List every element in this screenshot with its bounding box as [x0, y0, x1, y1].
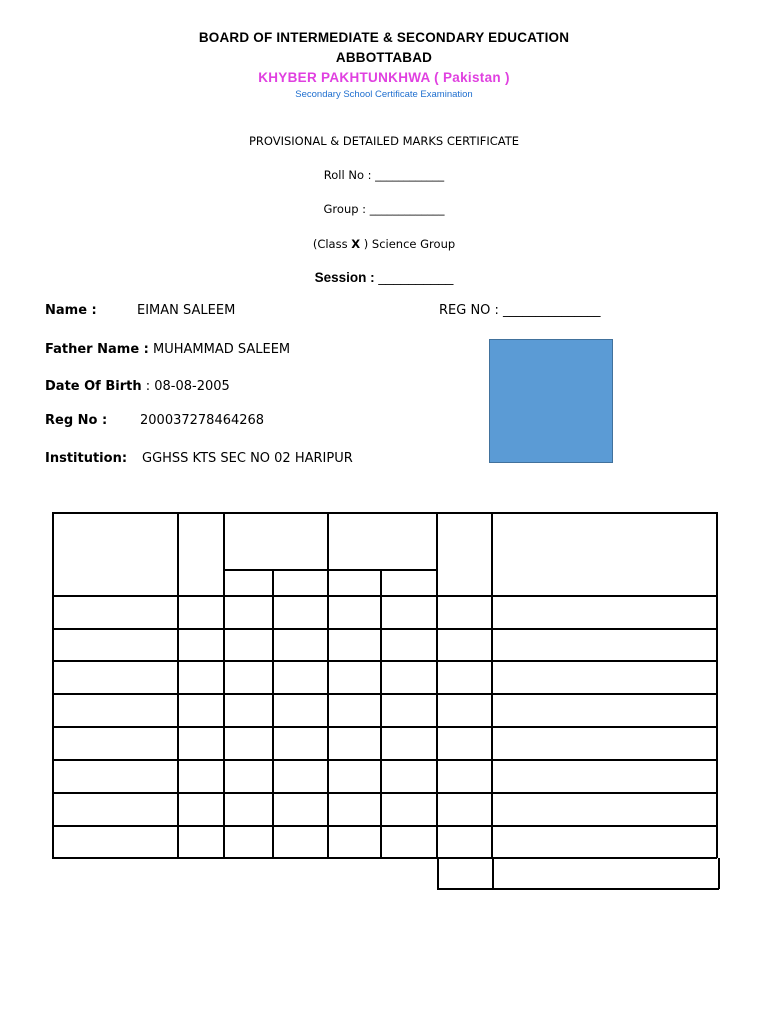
dob-value: : 08-08-2005: [141, 379, 230, 394]
table-subheader-line: [223, 569, 436, 571]
total-border-bottom: [437, 888, 719, 890]
province-name: KHYBER PAKHTUNKHWA ( Pakistan ): [258, 70, 510, 85]
table-col-line: [491, 512, 493, 858]
class-suffix: ) Science Group: [360, 237, 456, 251]
table-col-line: [327, 512, 329, 858]
name-label: Name :: [45, 303, 97, 318]
dob-label: Date Of Birth: [45, 379, 142, 394]
table-border-right: [716, 512, 718, 858]
session-blank: __________: [378, 270, 454, 285]
table-row-line: [52, 726, 717, 728]
roll-no-field: Roll No : ____________: [323, 168, 445, 182]
total-divider: [492, 858, 494, 889]
board-city: ABBOTTABAD: [335, 50, 433, 65]
table-border-top: [52, 512, 717, 514]
table-subcol-line: [380, 569, 382, 858]
institution-label: Institution:: [45, 451, 128, 466]
reg-no-top-field: REG NO : _______________: [439, 303, 601, 318]
institution-value: GGHSS KTS SEC NO 02 HARIPUR: [142, 451, 353, 466]
class-number: X: [351, 237, 361, 251]
table-col-line: [177, 512, 179, 858]
table-border-bottom: [52, 857, 717, 859]
class-prefix: (Class: [312, 237, 352, 251]
table-border-left: [52, 512, 54, 858]
reg-no-value: 200037278464268: [140, 413, 265, 428]
table-row-line: [52, 825, 717, 827]
table-col-line: [436, 512, 438, 858]
session-label: Session :: [314, 270, 379, 285]
table-row-line: [52, 792, 717, 794]
certificate-title: PROVISIONAL & DETAILED MARKS CERTIFICATE: [248, 134, 520, 148]
reg-no-label: Reg No :: [45, 413, 108, 428]
total-border-right: [718, 858, 720, 889]
table-subcol-line: [272, 569, 274, 858]
father-name-value: MUHAMMAD SALEEM: [148, 342, 291, 357]
group-field: Group : _____________: [323, 202, 445, 216]
table-row-line: [52, 693, 717, 695]
total-border-left: [437, 858, 439, 889]
table-row-line: [52, 628, 717, 630]
board-name: BOARD OF INTERMEDIATE & SECONDARY EDUCATION: [198, 30, 570, 45]
name-value: EIMAN SALEEM: [137, 303, 236, 318]
table-col-line: [223, 512, 225, 858]
table-row-line: [52, 759, 717, 761]
table-row-line: [52, 660, 717, 662]
father-name-label: Father Name :: [45, 342, 149, 357]
table-header-bottom: [52, 595, 717, 597]
exam-name: Secondary School Certificate Examination: [295, 89, 473, 100]
